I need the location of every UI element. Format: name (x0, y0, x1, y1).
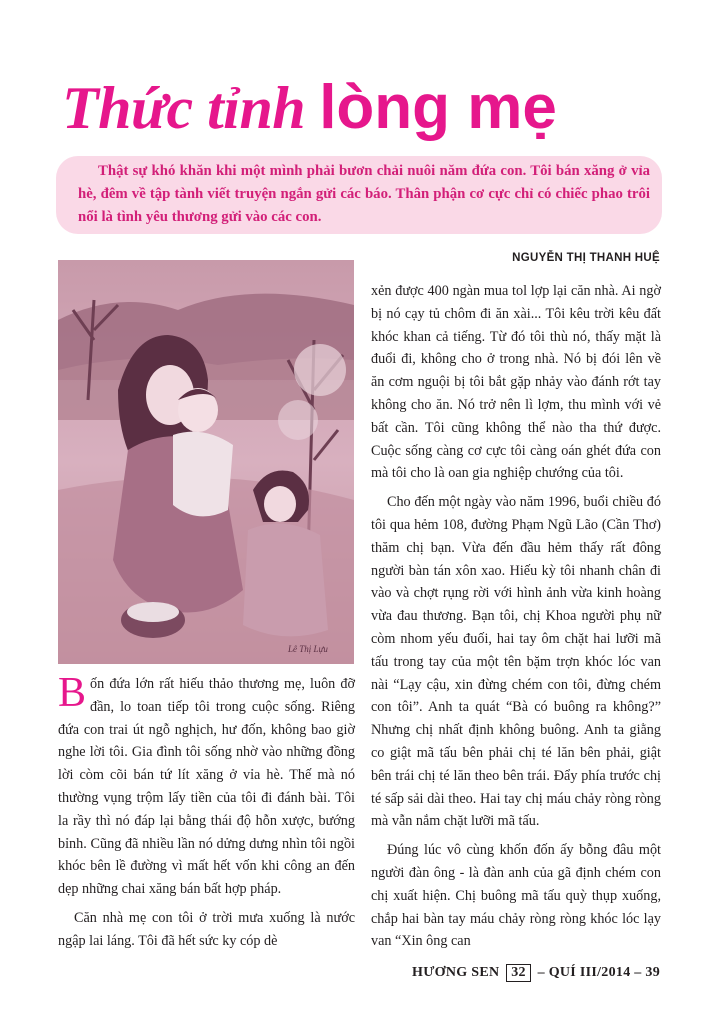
page-footer (412, 964, 660, 982)
issue-number: 32 (506, 964, 531, 982)
author-byline: NGUYỄN THỊ THANH HUỆ (512, 252, 660, 264)
issue-info: – QUÍ III/2014 – 39 (537, 965, 660, 980)
paragraph-opening (58, 670, 355, 901)
title-bold-part: lòng mẹ (319, 73, 557, 142)
mother-children-painting (58, 260, 354, 664)
paragraph-rescue: Đúng lúc vô cùng khốn đốn ấy bỗng đâu một người đàn ông - là đàn anh của gã định chém con chị xuất hiện. Chị buông mã tấu quỳ thụp xuống, chắp hai bàn tay máu chảy ròng ròng khóc lóc lạy van “Xin ông can (371, 842, 661, 950)
article-column-right (371, 280, 661, 953)
drop-cap: B (58, 670, 87, 716)
magazine-name: HƯƠNG SEN (412, 965, 500, 980)
article-title (62, 72, 662, 152)
lead-box (56, 156, 662, 234)
paragraph-1996: Cho đến một ngày vào năm 1996, buổi chiều đó tôi qua hẻm 108, đường Phạm Ngũ Lão (Cần Thơ) thăm chị bạn. Vừa đến đầu hẻm thấy rất đông người bàn tán xôn xao. Hiếu kỳ tôi nhanh chân đi vào và chợt rụng rời với hình ảnh vừa kinh hoàng vừa đau thương. Bạn tôi, chị Khoa người phụ nữ còm nhom yếu đuối, hai tay ôm chặt hai lưỡi mã tấu trong tay của một tên bặm trợn khóc lóc van nài “Lạy cậu, xin đừng chém con tôi, đừng chém con tôi”. Anh ta quát “Bà có buông ra không?” Nhưng chị nhất định không buông. Anh ta giằng co giật mã tấu bên phải chị té lăn bên phải, giật bên trái chị té lăn theo bên trái. Đẩy phía trước chị té sấp sải dài theo. Hai tay chị máu chảy ròng ròng mà vẫn nắm chặt lưỡi mã tấu. (371, 494, 661, 830)
painting-girl-face (264, 486, 296, 522)
paragraph-house: Căn nhà mẹ con tôi ở trời mưa xuống là nước ngập lai láng. Tôi đã hết sức ky cóp dè (58, 909, 355, 949)
title-italic-part: Thức tỉnh (62, 75, 306, 141)
paragraph-continuation: xẻn được 400 ngàn mua tol lợp lại căn nhà. Ai ngờ bị nó cạy tủ chôm đi ăn xài... Tôi kêu trời kêu đất khóc khan cả tiếng. Từ đó tôi thù nó, thấy mặt là đuổi đi, không cho ở trong nhà. Nó bị đói lên về ăn cơm nguội bị tôi bắt gặp nhảy vào đánh rớt tay không cho ăn. Nó trở nên lì lợm, thu mình với vẻ bất cần. Tôi cũng không thể nào tha thứ được. Cuộc sống càng cơ cực tôi càng oán ghét đứa con mà tôi cho là oan gia nghiệp chướng của tôi. (371, 283, 661, 482)
paragraph-opening-text: ốn đứa lớn rất hiếu thảo thương mẹ, luôn đỡ đần, lo toan tiếp tôi trong cuộc sống. Riêng đứa con trai út ngỗ nghịch, hư đốn, không bao giờ nghe lời tôi. Gia đình tôi sống nhờ vào những đồng lời còm cõi bán tứ lít xăng ở vỉa hè. Thế mà nó thường vụng trộm lấy tiền của tôi đi đánh bài. Tôi la rầy thì nó đáp lại bằng thái độ hỗn xược, bướng bỉnh. Cũng đã nhiều lần nó dửng dưng nhìn tôi ngồi khóc bên lề đường vì mất hết vốn khi công an đến dẹp những chai xăng bán bất hợp pháp. (58, 676, 355, 898)
lead-paragraph: Thật sự khó khăn khi một mình phải bươn chải nuôi năm đứa con. Tôi bán xăng ở vỉa hè, đêm về tập tành viết truyện ngắn gửi các báo. Thân phận cơ cực chỉ có chiếc phao trôi nổi là tình yêu thương gửi vào các con. (78, 163, 650, 225)
painting-girl-dress (243, 524, 328, 637)
painting-signature: Lê Thị Lựu (288, 644, 328, 654)
article-column-left (58, 670, 355, 953)
painting-baby-body (173, 432, 233, 517)
